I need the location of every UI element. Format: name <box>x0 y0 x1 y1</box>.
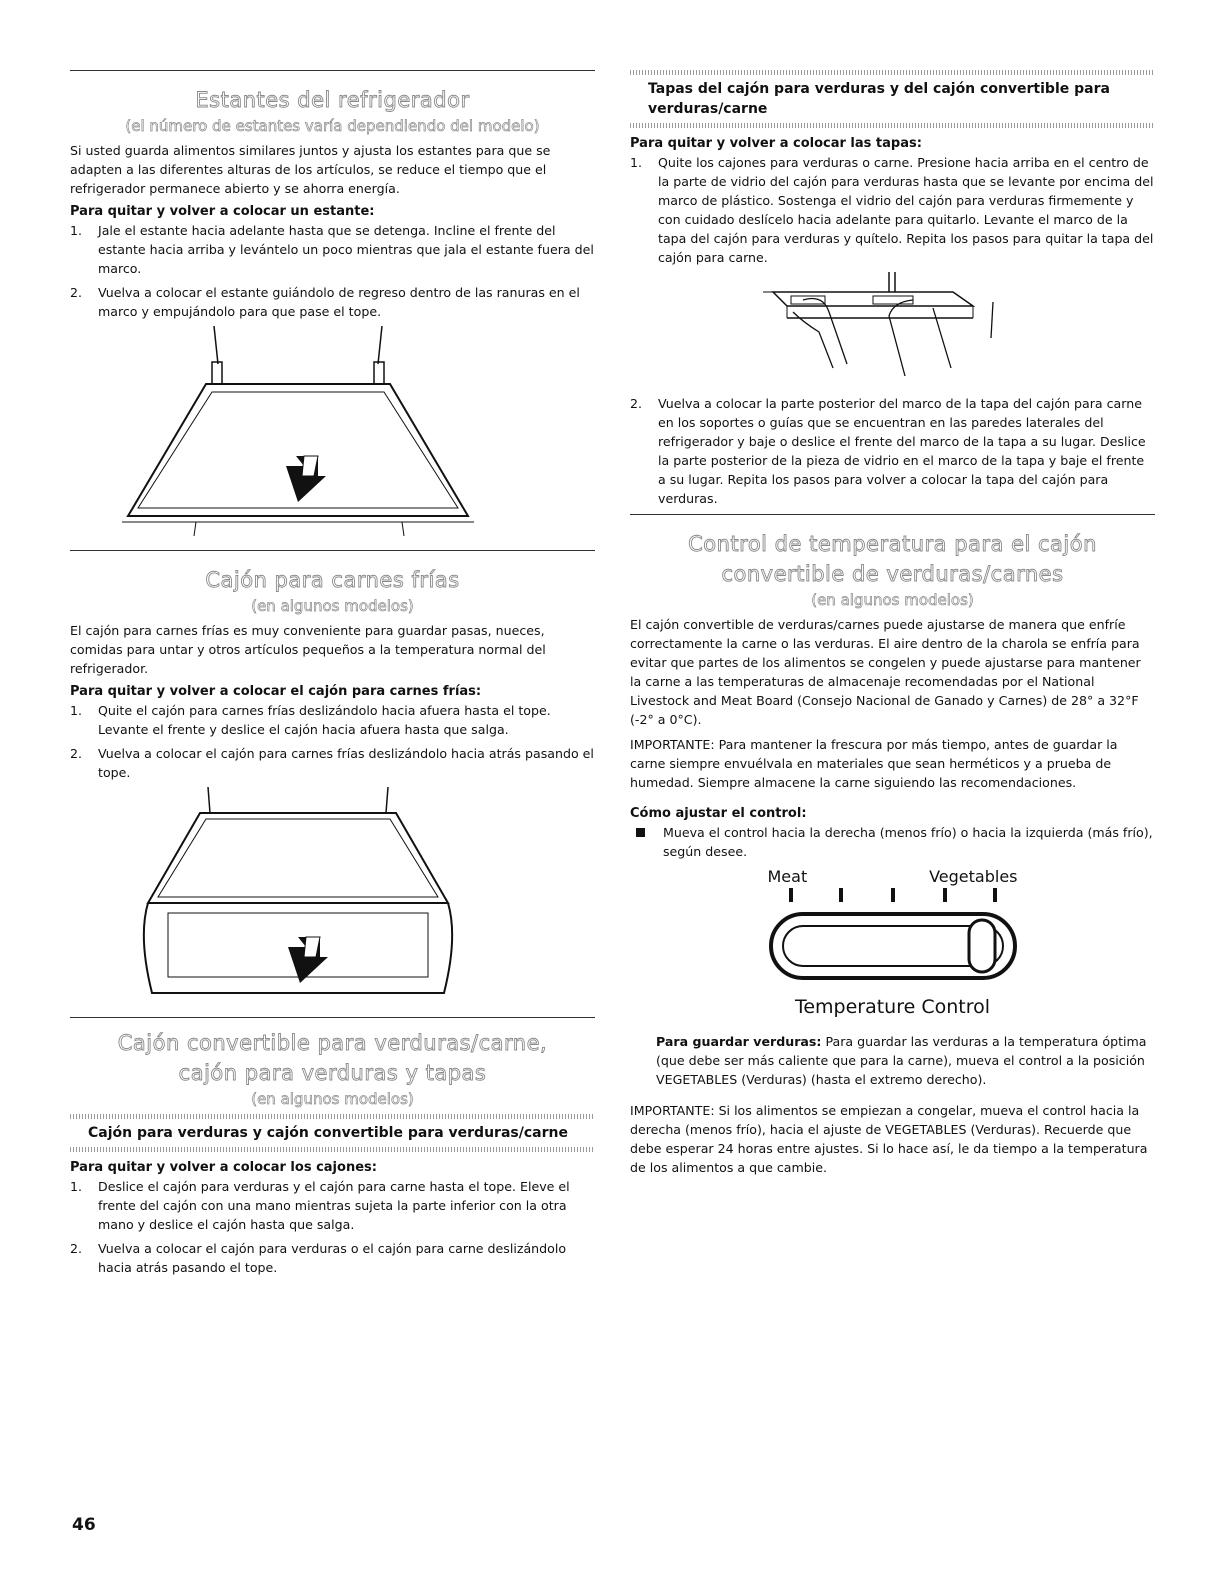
page-number: 46 <box>72 1515 96 1535</box>
hatch-divider <box>70 1147 595 1152</box>
section-subtitle-temp: (en algunos modelos) <box>811 591 974 609</box>
hatch-divider <box>630 123 1155 128</box>
deli-drawer-illustration <box>118 787 548 1007</box>
temperature-control-title: Temperature Control <box>794 996 991 1018</box>
section-title-temp-1: Control de temperatura para el cajón <box>688 532 1097 556</box>
temperature-control-diagram <box>630 867 1155 1018</box>
covers-heading: Para quitar y volver a colocar las tapas: <box>630 136 922 151</box>
section-title-deli: Cajón para carnes frías <box>205 568 460 592</box>
left-column <box>70 70 595 1282</box>
crisper-heading: Para quitar y volver a colocar los cajones: <box>70 1160 377 1175</box>
list-item: 2. Vuelva a colocar la parte posterior del marco de la tapa del cajón para carne en los soportes o guías que se encuentran en las paredes laterales del refrigerador y baje o deslice el frente del marco de la tapa a su lugar. Deslice la parte posterior de la pieza de vidrio en el marco de la tapa y baje el frente a su lugar. Repita los pasos para volver a colocar la tapa del cajón para verduras. <box>630 396 1146 506</box>
control-label-meat: Meat <box>767 867 808 886</box>
covers-subsection-title: Tapas del cajón para verduras y del cajón convertible para verduras/carne <box>648 81 1110 117</box>
section-subtitle-shelves: (el número de estantes varía dependiendo del modelo) <box>125 117 540 135</box>
shelves-heading: Para quitar y volver a colocar un estante: <box>70 204 375 219</box>
shelf-illustration <box>118 326 548 536</box>
crisper-steps <box>70 1177 595 1277</box>
temp-important-2: IMPORTANTE: Si los alimentos se empiezan a congelar, mueva el control hacia la derecha (menos frío), hacia el ajuste de VEGETABLES (Verduras). Recuerde que debe esperar 24 horas entre ajustes. Si lo hace así, le da tiempo a la temperatura de los alimentos a que cambie. <box>630 1103 1148 1175</box>
temp-important-1: IMPORTANTE: Para mantener la frescura por más tiempo, antes de guardar la carne siempre envuélvala en materiales que sean herméticos y a prueba de humedad. Siempre almacene la carne siguiendo las recomendaciones. <box>630 737 1118 790</box>
list-item: 2. Vuelva a colocar el cajón para verduras o el cajón para carne deslizándolo hacia atrás pasando el tope. <box>70 1241 567 1275</box>
section-title-crisper-2: cajón para verduras y tapas <box>178 1061 487 1085</box>
right-column <box>630 70 1155 1177</box>
temperature-slider[interactable] <box>763 886 1023 986</box>
shelves-intro: Si usted guarda alimentos similares juntos y ajusta los estantes para que se adapten a las diferentes alturas de los artículos, se reduce el tiempo que el refrigerador permanece abierto y se ahorra energía. <box>70 143 551 196</box>
control-label-vegetables: Vegetables <box>929 867 1018 886</box>
list-item: 1. Jale el estante hacia adelante hasta que se detenga. Incline el frente del estante hacia arriba y levántelo un poco mientras que jala el estante fuera del marco. <box>70 223 594 276</box>
deli-intro: El cajón para carnes frías es muy conveniente para guardar pasas, nueces, comidas para untar y otros artículos pequeños a la temperatura normal del refrigerador. <box>70 623 546 676</box>
bullet-icon <box>636 828 645 837</box>
covers-steps <box>630 153 1155 267</box>
shelves-steps <box>70 221 595 321</box>
list-item: 2. Vuelva a colocar el cajón para carnes frías deslizándolo hacia atrás pasando el tope. <box>70 746 594 780</box>
list-item: 1. Deslice el cajón para verduras y el cajón para carne hasta el tope. Eleve el frente del cajón con una mano mientras sujeta la parte inferior con la otra mano y deslice el cajón hasta que salga. <box>70 1179 570 1232</box>
crisper-cover-illustration <box>763 272 1023 382</box>
list-item: Mueva el control hacia la derecha (menos frío) o hacia la izquierda (más frío), según desee. <box>630 823 1155 861</box>
slider-knob[interactable] <box>969 920 995 972</box>
deli-heading: Para quitar y volver a colocar el cajón para carnes frías: <box>70 684 482 699</box>
section-subtitle-deli: (en algunos modelos) <box>251 597 414 615</box>
temp-intro: El cajón convertible de verduras/carnes puede ajustarse de manera que enfríe correctamente la carne o las verduras. El aire dentro de la charola se enfría para evitar que partes de los alimentos se congelen y puede ajustarse para mantener la carne a las temperaturas de almacenaje recomendadas por el National Livestock and Meat Board (Consejo Nacional de Ganado y Carnes) de 28° a 32°F (-2° a 0°C). <box>630 617 1141 727</box>
section-title-shelves: Estantes del refrigerador <box>195 88 470 112</box>
section-title-crisper-1: Cajón convertible para verduras/carne, <box>117 1031 548 1055</box>
list-item: 1. Quite los cajones para verduras o carne. Presione hacia arriba en el centro de la parte de vidrio del cajón para verduras hasta que se levante por encima del marco de plástico. Sostenga el vidrio del cajón para verduras firmemente y con cuidado deslícelo hacia adelante para quitarlo. Levante el marco de la tapa del cajón para verduras y quítelo. Repita los pasos para quitar la tapa del cajón para carne. <box>630 155 1154 265</box>
list-item: 1. Quite el cajón para carnes frías deslizándolo hacia afuera hasta el tope. Levante el frente y deslice el cajón hacia afuera hasta que salga. <box>70 703 551 737</box>
crisper-subsection-title: Cajón para verduras y cajón convertible para verduras/carne <box>88 1125 568 1141</box>
temp-heading: Cómo ajustar el control: <box>630 806 807 821</box>
section-title-temp-2: convertible de verduras/carnes <box>721 562 1064 586</box>
deli-steps <box>70 701 595 782</box>
vegetables-note: Para guardar verduras: Para guardar las verduras a la temperatura óptima (que debe ser más caliente que para la carne), mueva el control a la posición VEGETABLES (Verduras) (hasta el extremo derecho). <box>656 1034 1147 1087</box>
covers-steps-continued <box>630 394 1155 508</box>
section-subtitle-crisper: (en algunos modelos) <box>251 1090 414 1108</box>
list-item: 2. Vuelva a colocar el estante guiándolo de regreso dentro de las ranuras en el marco y empujándolo para que pase el tope. <box>70 285 580 319</box>
